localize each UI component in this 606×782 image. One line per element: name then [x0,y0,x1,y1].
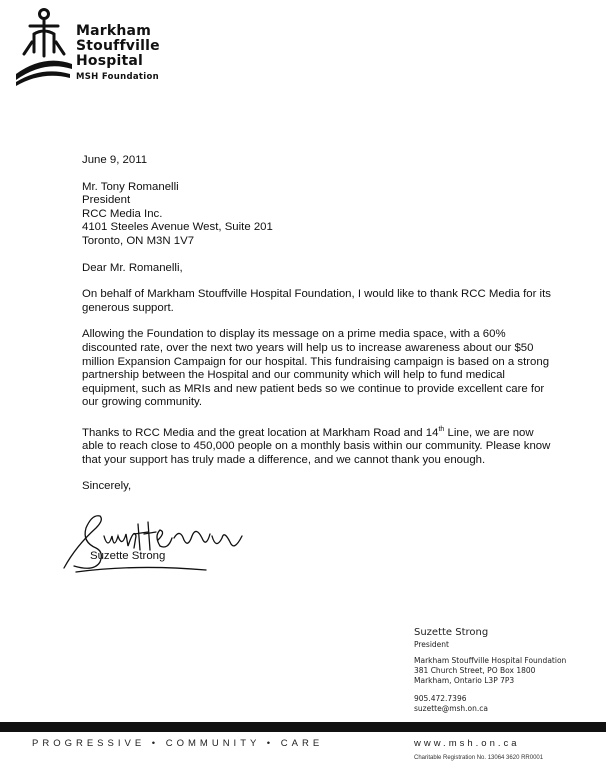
letter-body [82,154,552,494]
sender-email: suzette@msh.on.ca [414,704,489,713]
closing: Sincerely, [82,480,132,493]
org-name-line1: Markham [76,23,151,39]
sender-address2: Markham, Ontario L3P 7P3 [414,676,515,685]
hospital-emblem-icon [14,8,74,86]
ordinal-suffix: th [438,425,445,433]
org-name-line4: MSH Foundation [76,72,159,82]
sender-organization: Markham Stouffville Hospital Foundation [414,656,567,665]
footer-rule [0,722,606,732]
paragraph-3 [82,423,552,468]
paragraph-3-end: Line, we are now able to reach close to 450,000 people on a monthly basis within our community. Please know that your support has truly made a difference, and we cannot thank you enough. [82,426,551,466]
signatory-name: Suzette Strong [90,550,166,562]
footer-tagline: PROGRESSIVE • COMMUNITY • CARE [32,738,324,749]
recipient-title: President [82,194,131,207]
paragraph-1: On behalf of Markham Stouffville Hospital Foundation, I would like to thank RCC Media for its generous support. [82,288,551,314]
recipient-address2: Toronto, ON M3N 1V7 [82,234,195,247]
salutation: Dear Mr. Romanelli, [82,261,183,274]
handwritten-signature-icon [56,506,256,576]
sender-address1: 381 Church Street, PO Box 1800 [414,666,536,675]
organization-name [76,24,160,83]
sender-title: President [414,640,449,649]
sender-contact-block [414,626,566,714]
recipient-company: RCC Media Inc. [82,207,163,220]
letter-date: June 9, 2011 [82,154,148,166]
charity-registration: Charitable Registration No. 13064 3620 RR0001 [414,755,544,761]
org-name-line2: Stouffville [76,38,160,54]
org-name-line3: Hospital [76,53,144,69]
foundation-logo [14,8,194,88]
recipient-address1: 4101 Steeles Avenue West, Suite 201 [82,221,273,234]
sender-phone: 905.472.7396 [414,694,467,703]
paragraph-2: Allowing the Foundation to display its message on a prime media space, with a 60% discounted rate, over the next two years will help us to increase awareness about our $50 million Expansion Campaign for our hospital. This fundraising campaign is based on a strong partnership between the Hospital and our community which will help to fund medical equipment, such as MRIs and new patient beds so we continue to provide excellent care for our growing community. [82,328,550,409]
paragraph-3-start: Thanks to RCC Media and the great location at Markham Road and 14 [82,426,439,439]
footer-website: www.msh.on.ca [414,738,520,749]
recipient-name: Mr. Tony Romanelli [82,180,179,193]
sender-name: Suzette Strong [414,627,489,638]
